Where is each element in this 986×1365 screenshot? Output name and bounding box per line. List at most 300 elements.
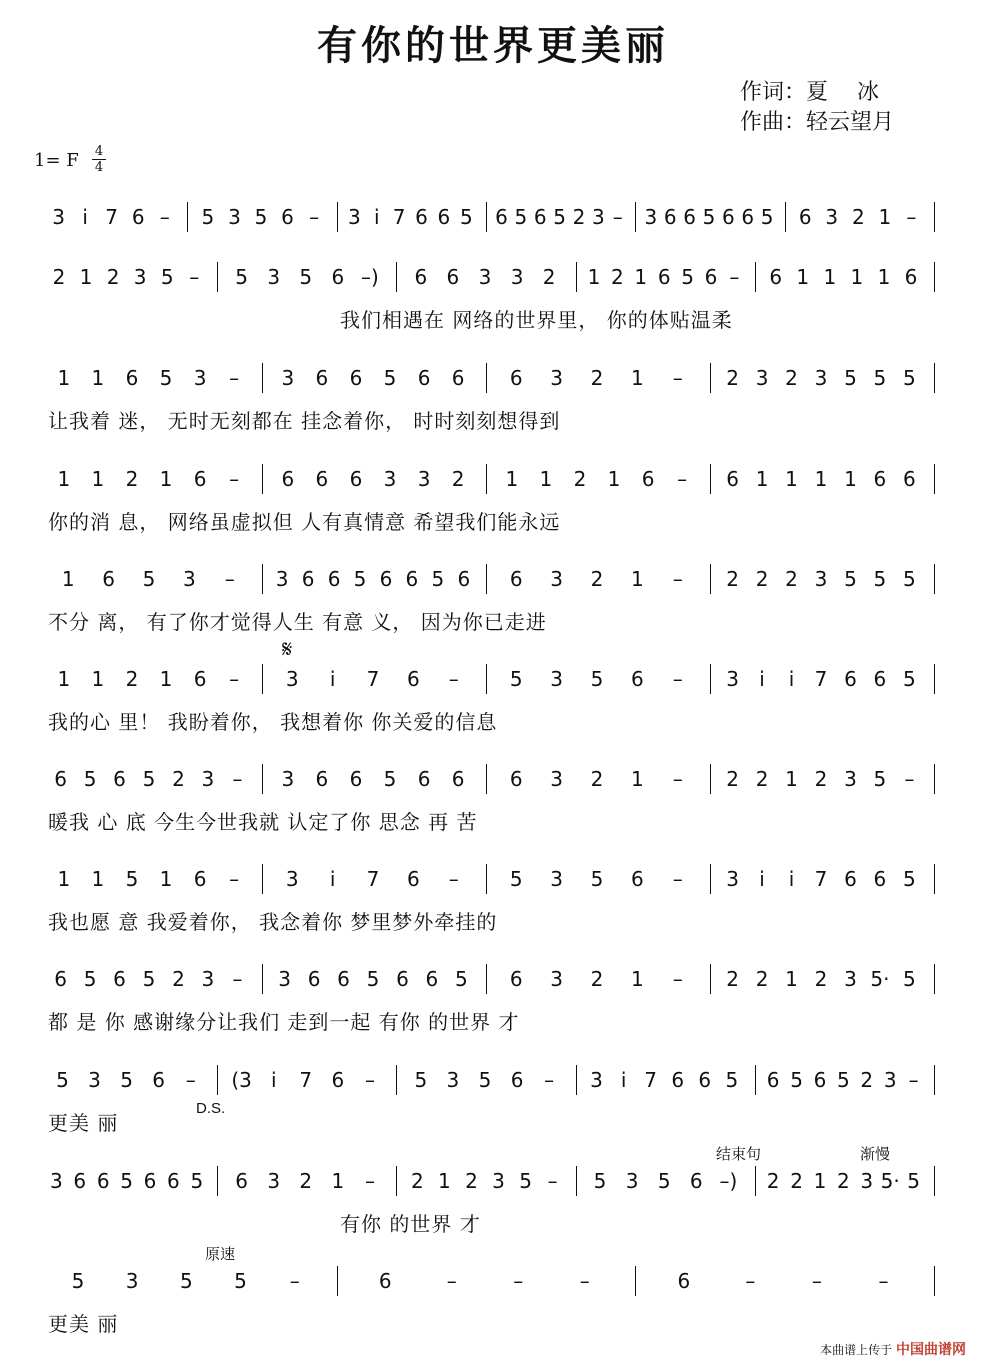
note: 1 bbox=[91, 467, 105, 491]
note: 5 bbox=[590, 667, 604, 691]
note: 6 bbox=[331, 1068, 345, 1092]
note: i bbox=[788, 667, 795, 691]
note: 3 bbox=[550, 767, 563, 791]
note: 1 bbox=[630, 567, 644, 591]
note: 7 bbox=[366, 867, 380, 891]
barline bbox=[262, 964, 263, 994]
note: 1 bbox=[785, 767, 798, 791]
note: 6 bbox=[904, 265, 918, 289]
barline bbox=[934, 464, 935, 494]
barline bbox=[934, 1166, 935, 1196]
barline bbox=[710, 864, 711, 894]
note: 5· bbox=[880, 1169, 900, 1193]
barline bbox=[262, 664, 263, 694]
note: 5 bbox=[56, 1068, 69, 1092]
note: 3 bbox=[88, 1068, 101, 1092]
note: – bbox=[672, 366, 683, 390]
note: – bbox=[229, 366, 240, 390]
note: 3 bbox=[281, 767, 295, 791]
note: 5 bbox=[873, 767, 887, 791]
note: 1 bbox=[877, 265, 891, 289]
note: 6 bbox=[726, 467, 739, 491]
barline bbox=[187, 202, 188, 232]
note: 6 bbox=[315, 366, 329, 390]
note: 1 bbox=[630, 366, 644, 390]
barline bbox=[710, 564, 711, 594]
note: 3 bbox=[383, 467, 397, 491]
note: 3 bbox=[285, 867, 299, 891]
note: 6 bbox=[657, 265, 671, 289]
note: – bbox=[185, 1068, 196, 1092]
note: 6 bbox=[54, 767, 67, 791]
note: 2 bbox=[726, 366, 739, 390]
barline bbox=[486, 764, 487, 794]
barline bbox=[576, 1065, 577, 1095]
note: i bbox=[329, 867, 336, 891]
note: 2 bbox=[542, 265, 556, 289]
note: i bbox=[270, 1068, 277, 1092]
note: – bbox=[513, 1269, 524, 1293]
note: 5 bbox=[790, 1068, 803, 1092]
lyricist: 作词：夏 冰 bbox=[740, 80, 879, 105]
note: 3 bbox=[492, 1169, 505, 1193]
note: 2 bbox=[814, 967, 828, 991]
note: –) bbox=[719, 1169, 738, 1193]
note: 3 bbox=[510, 265, 524, 289]
note: 6 bbox=[509, 567, 523, 591]
note: – bbox=[232, 767, 243, 791]
note: 5 bbox=[235, 265, 249, 289]
note: 2 bbox=[755, 767, 769, 791]
note: 7 bbox=[105, 205, 119, 229]
system-7 bbox=[0, 764, 986, 794]
note: 1 bbox=[539, 467, 553, 491]
note: 6 bbox=[509, 967, 523, 991]
note: 1 bbox=[785, 967, 798, 991]
note: – bbox=[229, 667, 240, 691]
note: 6 bbox=[630, 867, 644, 891]
note: 7 bbox=[366, 667, 380, 691]
note: 5 bbox=[903, 967, 916, 991]
note: 6 bbox=[113, 767, 126, 791]
note: 6 bbox=[281, 467, 295, 491]
note: 1 bbox=[814, 467, 828, 491]
note: – bbox=[544, 1068, 555, 1092]
note: – bbox=[364, 1169, 375, 1193]
note: 6 bbox=[798, 205, 812, 229]
barline bbox=[934, 262, 935, 292]
note: 6 bbox=[131, 205, 145, 229]
note: 3 bbox=[814, 567, 828, 591]
barline bbox=[785, 202, 786, 232]
note: 3 bbox=[133, 265, 147, 289]
barline bbox=[934, 664, 935, 694]
note: 1 bbox=[57, 867, 71, 891]
barline bbox=[934, 363, 935, 393]
system-6 bbox=[0, 664, 986, 694]
note: 5 bbox=[873, 567, 887, 591]
system-12 bbox=[0, 1266, 986, 1296]
note: 5 bbox=[509, 667, 523, 691]
note: 2 bbox=[125, 467, 139, 491]
barline bbox=[934, 202, 935, 232]
note: i bbox=[759, 867, 765, 891]
barline bbox=[486, 363, 487, 393]
note: 6 bbox=[630, 667, 644, 691]
note: 1 bbox=[159, 867, 173, 891]
note: 5 bbox=[903, 366, 916, 390]
ending-mark: 结束句 bbox=[716, 1146, 762, 1163]
note: 5 bbox=[903, 667, 916, 691]
note: 5 bbox=[83, 967, 97, 991]
note: 1 bbox=[607, 467, 621, 491]
note: – bbox=[579, 1269, 590, 1293]
note: – bbox=[672, 967, 683, 991]
note: 1 bbox=[61, 567, 75, 591]
meter-bottom: 4 bbox=[94, 160, 104, 175]
note: 6 bbox=[741, 205, 755, 229]
note: – bbox=[364, 1068, 375, 1092]
note: – bbox=[672, 867, 683, 891]
note: 2 bbox=[726, 567, 739, 591]
note: i bbox=[759, 667, 765, 691]
note: 1 bbox=[630, 767, 644, 791]
note: 1 bbox=[91, 667, 105, 691]
note: 6 bbox=[437, 205, 451, 229]
barline bbox=[396, 1166, 397, 1196]
footer-site: 中国曲谱网 bbox=[896, 1342, 966, 1358]
note: 1 bbox=[91, 366, 105, 390]
note: 3 bbox=[201, 767, 215, 791]
footer bbox=[820, 1339, 966, 1359]
note: 1 bbox=[57, 467, 71, 491]
note: 1 bbox=[844, 467, 857, 491]
note: 6 bbox=[152, 1068, 166, 1092]
note: 3 bbox=[590, 1068, 603, 1092]
note: 3 bbox=[228, 205, 241, 229]
note: 6 bbox=[903, 467, 916, 491]
lyrics-line: 更美 丽 bbox=[48, 1111, 119, 1135]
note: i bbox=[329, 667, 336, 691]
note: 3 bbox=[201, 967, 215, 991]
note: 3 bbox=[550, 867, 563, 891]
note: 6 bbox=[349, 767, 363, 791]
note: 5 bbox=[201, 205, 215, 229]
note: 6 bbox=[396, 967, 409, 991]
note: – bbox=[159, 205, 170, 229]
note: 6 bbox=[337, 967, 350, 991]
note: 3 bbox=[267, 1169, 281, 1193]
note: 6 bbox=[417, 767, 431, 791]
note: i bbox=[788, 867, 795, 891]
note: 3 bbox=[417, 467, 431, 491]
note: 6 bbox=[113, 967, 126, 991]
barline bbox=[755, 1065, 756, 1095]
barline bbox=[635, 202, 636, 232]
barline bbox=[217, 262, 218, 292]
note: 6 bbox=[193, 667, 207, 691]
note: 6 bbox=[327, 567, 341, 591]
slowing-mark: 渐慢 bbox=[860, 1146, 891, 1163]
barline bbox=[934, 764, 935, 794]
note: 6 bbox=[769, 265, 783, 289]
note: 5 bbox=[353, 567, 367, 591]
note: 6 bbox=[235, 1169, 249, 1193]
note: 2 bbox=[299, 1169, 313, 1193]
note: 1 bbox=[813, 1169, 827, 1193]
note: 2 bbox=[611, 265, 624, 289]
note: – bbox=[729, 265, 740, 289]
note: 6 bbox=[96, 1169, 110, 1193]
note: – bbox=[672, 567, 683, 591]
note: – bbox=[745, 1269, 756, 1293]
note: 3 bbox=[550, 667, 563, 691]
note: 5 bbox=[120, 1068, 133, 1092]
note: 5 bbox=[431, 567, 445, 591]
note: 6 bbox=[379, 567, 393, 591]
note: 3 bbox=[50, 1169, 63, 1193]
tempo-mark: 原速 bbox=[205, 1246, 236, 1263]
note: 5 bbox=[383, 366, 397, 390]
note: 5 bbox=[179, 1269, 193, 1293]
note: 6 bbox=[533, 205, 547, 229]
barline bbox=[337, 1266, 338, 1296]
note: 5 bbox=[590, 867, 604, 891]
note: 6 bbox=[689, 1169, 703, 1193]
barline bbox=[486, 464, 487, 494]
note: 3 bbox=[275, 567, 289, 591]
barline bbox=[755, 262, 756, 292]
note: 6 bbox=[844, 667, 857, 691]
note: 6 bbox=[349, 467, 363, 491]
note: 6 bbox=[143, 1169, 157, 1193]
system-8 bbox=[0, 864, 986, 894]
barline bbox=[710, 764, 711, 794]
note: (3 bbox=[231, 1068, 252, 1092]
note: 2 bbox=[172, 767, 185, 791]
system-9 bbox=[0, 964, 986, 994]
note: 5 bbox=[478, 1068, 492, 1092]
note: 1 bbox=[755, 467, 769, 491]
note: 5 bbox=[190, 1169, 204, 1193]
note: 6 bbox=[451, 366, 465, 390]
note: 6 bbox=[406, 867, 420, 891]
note: 5 bbox=[299, 265, 313, 289]
note: – bbox=[448, 667, 459, 691]
note: 6 bbox=[509, 767, 523, 791]
system-1 bbox=[0, 202, 986, 232]
note: 3 bbox=[860, 1169, 874, 1193]
note: 5 bbox=[366, 967, 380, 991]
note: 2 bbox=[785, 567, 798, 591]
barline bbox=[710, 464, 711, 494]
note: 6 bbox=[301, 567, 315, 591]
note: 1 bbox=[91, 867, 105, 891]
note: 5 bbox=[83, 767, 97, 791]
system-5 bbox=[0, 564, 986, 594]
note: 2 bbox=[837, 1169, 850, 1193]
note: – bbox=[446, 1269, 457, 1293]
lyrics-line: 更美 丽 bbox=[48, 1312, 119, 1336]
note: 3 bbox=[844, 967, 857, 991]
barline bbox=[262, 764, 263, 794]
note: 3 bbox=[825, 205, 839, 229]
note: 5 bbox=[120, 1169, 133, 1193]
note: 6 bbox=[704, 265, 718, 289]
barline bbox=[635, 1266, 636, 1296]
note: 5 bbox=[702, 205, 716, 229]
note: – bbox=[229, 867, 240, 891]
note: 6 bbox=[415, 205, 428, 229]
note: 1 bbox=[785, 467, 798, 491]
note: 2 bbox=[573, 467, 587, 491]
note: 1 bbox=[850, 265, 864, 289]
note: 6 bbox=[457, 567, 471, 591]
note: 6 bbox=[315, 767, 329, 791]
system-3 bbox=[0, 363, 986, 393]
note: i bbox=[82, 205, 88, 229]
note: 3 bbox=[883, 1068, 897, 1092]
note: 7 bbox=[644, 1068, 658, 1092]
note: 2 bbox=[726, 767, 739, 791]
note: 6 bbox=[54, 967, 67, 991]
note: 6 bbox=[813, 1068, 827, 1092]
note: 5 bbox=[509, 867, 523, 891]
note: 2 bbox=[814, 767, 828, 791]
meter-top: 4 bbox=[94, 144, 104, 159]
note: 6 bbox=[641, 467, 655, 491]
lyrics-line: 我的心 里！ 我盼着你， 我想着你 你关爱的信息 bbox=[48, 710, 498, 734]
barline bbox=[262, 564, 263, 594]
system-2 bbox=[0, 262, 986, 292]
note: 6 bbox=[307, 967, 321, 991]
barline bbox=[486, 564, 487, 594]
note: 5 bbox=[593, 1169, 607, 1193]
barline bbox=[934, 1266, 935, 1296]
note: 1 bbox=[57, 667, 71, 691]
system-4 bbox=[0, 464, 986, 494]
note: 3 bbox=[446, 1068, 460, 1092]
note: 3 bbox=[755, 366, 769, 390]
barline bbox=[486, 964, 487, 994]
note: 1 bbox=[630, 967, 644, 991]
note: 6 bbox=[663, 205, 677, 229]
note: 5 bbox=[837, 1068, 850, 1092]
note: 2 bbox=[590, 567, 604, 591]
note: – bbox=[189, 265, 200, 289]
note: 3 bbox=[278, 967, 291, 991]
barline bbox=[217, 1065, 218, 1095]
note: – bbox=[547, 1169, 558, 1193]
note: 6 bbox=[873, 467, 887, 491]
note: 6 bbox=[671, 1068, 685, 1092]
note: 5 bbox=[907, 1169, 920, 1193]
note: 6 bbox=[677, 1269, 691, 1293]
note: 5 bbox=[725, 1068, 739, 1092]
note: 7 bbox=[814, 867, 828, 891]
note: 6 bbox=[698, 1068, 712, 1092]
note: 6 bbox=[125, 366, 139, 390]
note: – bbox=[906, 205, 917, 229]
note: 2 bbox=[451, 467, 465, 491]
note: – bbox=[811, 1269, 822, 1293]
note: 3 bbox=[550, 967, 563, 991]
lyrics-line: 你的消 息， 网络虽虚拟但 人有真情意 希望我们能永远 bbox=[48, 510, 561, 534]
note: 3 bbox=[625, 1169, 639, 1193]
lyrics-line: 暖我 心 底 今生今世我就 认定了你 思念 再 苦 bbox=[48, 810, 478, 834]
key-signature: 1= F bbox=[34, 150, 79, 171]
barline bbox=[337, 202, 338, 232]
note: 1 bbox=[159, 467, 173, 491]
note: – bbox=[289, 1269, 300, 1293]
note: 7 bbox=[299, 1068, 313, 1092]
note: 3 bbox=[814, 366, 828, 390]
note: 3 bbox=[267, 265, 281, 289]
note: 5 bbox=[681, 265, 694, 289]
barline bbox=[934, 864, 935, 894]
note: 3 bbox=[726, 667, 739, 691]
note: 7 bbox=[392, 205, 406, 229]
note: 3 bbox=[193, 366, 207, 390]
lyrics-line: 我们相遇在 网络的世界里， 你的体贴温柔 bbox=[340, 308, 733, 332]
note: 5 bbox=[455, 967, 468, 991]
note: 3 bbox=[281, 366, 295, 390]
note: – bbox=[908, 1068, 919, 1092]
note: 2 bbox=[125, 667, 139, 691]
note: 6 bbox=[331, 265, 345, 289]
barline bbox=[262, 864, 263, 894]
barline bbox=[486, 664, 487, 694]
note: 5 bbox=[657, 1169, 671, 1193]
note: 2 bbox=[851, 205, 865, 229]
barline bbox=[755, 1166, 756, 1196]
note: 6 bbox=[683, 205, 696, 229]
barline bbox=[396, 1065, 397, 1095]
note: 2 bbox=[106, 265, 120, 289]
note: 6 bbox=[349, 366, 363, 390]
note: 2 bbox=[790, 1169, 803, 1193]
note: 3 bbox=[844, 767, 857, 791]
note: 6 bbox=[315, 467, 329, 491]
note: 1 bbox=[79, 265, 93, 289]
barline bbox=[934, 564, 935, 594]
note: 2 bbox=[590, 967, 604, 991]
note: 6 bbox=[721, 205, 735, 229]
note: 1 bbox=[634, 265, 648, 289]
note: 6 bbox=[405, 567, 419, 591]
note: 1 bbox=[796, 265, 810, 289]
note: 1 bbox=[878, 205, 892, 229]
note: 6 bbox=[193, 467, 207, 491]
note: 6 bbox=[417, 366, 431, 390]
barline bbox=[934, 1065, 935, 1095]
barline bbox=[710, 664, 711, 694]
note: 3 bbox=[478, 265, 492, 289]
note: 5 bbox=[844, 567, 857, 591]
lyrics-line: 让我着 迷， 无时无刻都在 挂念着你， 时时刻刻想得到 bbox=[48, 409, 561, 433]
note: 5 bbox=[760, 205, 774, 229]
note: 5 bbox=[142, 967, 156, 991]
note: 2 bbox=[410, 1169, 424, 1193]
note: 2 bbox=[766, 1169, 780, 1193]
note: 6 bbox=[73, 1169, 87, 1193]
note: 5 bbox=[519, 1169, 532, 1193]
note: 3 bbox=[182, 567, 196, 591]
note: 1 bbox=[823, 265, 837, 289]
note: 5 bbox=[553, 205, 567, 229]
note: 2 bbox=[590, 366, 604, 390]
note: 6 bbox=[844, 867, 857, 891]
